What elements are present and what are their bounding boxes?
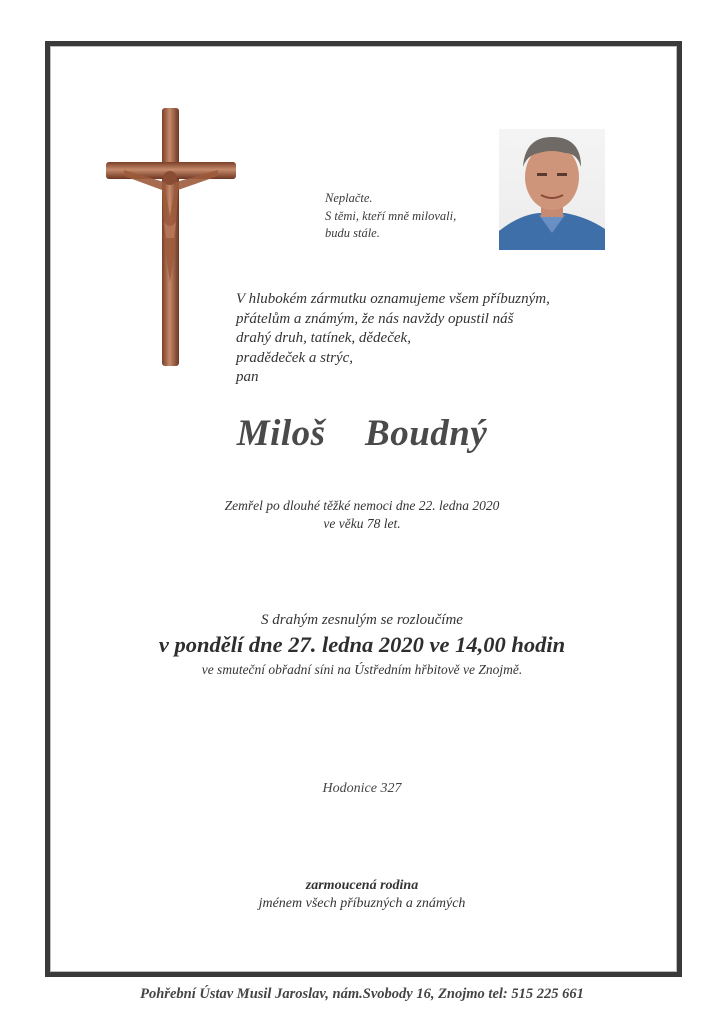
farewell-intro: S drahým zesnulým se rozloučíme xyxy=(261,612,463,628)
motto-line: budu stále. xyxy=(325,226,380,240)
portrait-photo xyxy=(499,129,605,250)
crucifix-icon xyxy=(104,106,238,370)
death-notice: Zemřel po dlouhé těžké nemoci dne 22. ledna 2020 xyxy=(224,498,500,513)
deceased-name: Miloš Boudný xyxy=(236,413,488,454)
funeral-home-footer: Pohřební Ústav Musil Jaroslav, nám.Svobody 16, Znojmo tel: 515 225 661 xyxy=(140,986,584,1002)
signature-relatives: jménem všech příbuzných a známých xyxy=(258,896,466,911)
announcement-text xyxy=(236,290,550,388)
funeral-place: ve smuteční obřadní síni na Ústředním hřbitově ve Znojmě. xyxy=(201,662,523,677)
announcement-line: drahý druh, tatínek, dědeček, xyxy=(236,330,411,346)
funeral-datetime: v pondělí dne 27. ledna 2020 ve 14,00 hodin xyxy=(158,632,566,657)
announcement-line: V hlubokém zármutku oznamujeme všem příbuzným, xyxy=(236,291,550,307)
announcement-line: pradědeček a strýc, xyxy=(236,349,354,366)
motto-quote xyxy=(325,190,456,243)
family-address: Hodonice 327 xyxy=(322,781,402,796)
death-age: ve věku 78 let. xyxy=(323,516,401,531)
motto-line: Neplačte. xyxy=(325,191,373,205)
motto-line: S těmi, kteří mně milovali, xyxy=(325,208,457,223)
announcement-line: přátelům a známým, že nás navždy opustil náš xyxy=(236,310,514,327)
signature-family: zarmoucená rodina xyxy=(305,878,419,893)
announcement-line: pan xyxy=(236,369,259,385)
